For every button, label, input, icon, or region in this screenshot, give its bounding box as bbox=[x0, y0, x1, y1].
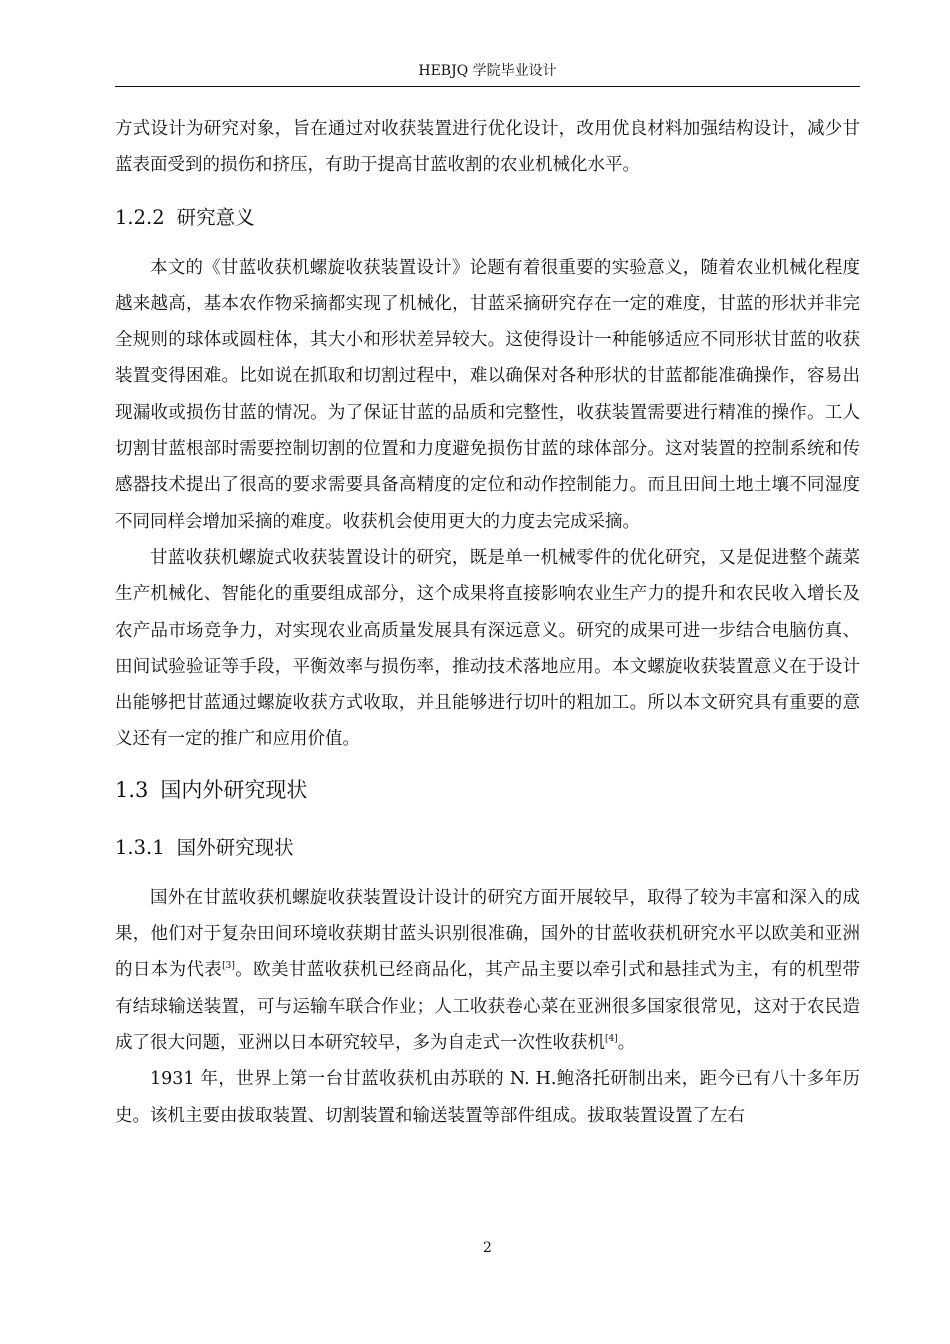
section-title: 国内外研究现状 bbox=[160, 777, 308, 802]
paragraph-text: 国外在甘蓝收获机螺旋收获装置设计设计的研究方面开展较早，取得了较为丰富和深入的成果，他们对于复杂田间环境收获期甘蓝头识别很准确，国外的甘蓝收获机研究水平以欧美和亚洲的日本为代表 bbox=[115, 887, 860, 981]
paragraph-continuation: 方式设计为研究对象，旨在通过对收获装置进行优化设计，改用优良材料加强结构设计，减少甘蓝表面受到的损伤和挤压，有助于提高甘蓝收割的农业机械化水平。 bbox=[115, 119, 860, 176]
paragraph-significance-1: 本文的《甘蓝收获机螺旋收获装置设计》论题有着很重要的实验意义，随着农业机械化程度越来越高，基本农作物采摘都实现了机械化，甘蓝采摘研究存在一定的难度，甘蓝的形状并非完全规则的球体或圆柱体，其大小和形状差异较大。这使得设计一种能够适应不同形状甘蓝的收获装置变得困难。比如说在抓取和切割过程中，难以确保对各种形状的甘蓝都能准确操作，容易出现漏收或损伤甘蓝的情况。为了保证甘蓝的品质和完整性，收获装置需要进行精准的操作。工人切割甘蓝根部时需要控制切割的位置和力度避免损伤甘蓝的球体部分。这对装置的控制系统和传感器技术提出了很高的要求需要具备高精度的定位和动作控制能力。而且田间土地土壤不同湿度不同同样会增加采摘的难度。收获机会使用更大的力度去完成采摘。 bbox=[115, 257, 860, 532]
section-number: 1.3.1 bbox=[115, 835, 165, 859]
header-divider bbox=[115, 86, 860, 87]
running-header: HEBJQ 学院毕业设计 bbox=[418, 63, 557, 79]
section-title: 研究意义 bbox=[176, 205, 255, 229]
page-body bbox=[115, 111, 860, 1134]
section-title: 国外研究现状 bbox=[176, 835, 294, 859]
page-number: 2 bbox=[483, 1240, 492, 1256]
section-heading-1-3-1 bbox=[115, 824, 860, 880]
paragraph-text: 。欧美甘蓝收获机已经商品化，其产品主要以牵引式和悬挂式为主，有的机型带有结球输送装置，可与运输车联合作业；人工收获卷心菜在亚洲很多国家很常见，这对于农民造成了很大问题，亚洲以日本研究较早，多为自走式一次性收获机 bbox=[115, 960, 861, 1053]
citation-ref: [4] bbox=[605, 1034, 618, 1045]
paragraph-history: 1931 年，世界上第一台甘蓝收获机由苏联的 N. H.鲍洛托研制出来，距今已有八十多年历史。该机主要由拔取装置、切割装置和输送装置等部件组成。拔取装置设置了左右 bbox=[115, 1069, 860, 1126]
section-number: 1.2.2 bbox=[115, 205, 165, 229]
section-heading-1-3 bbox=[115, 758, 860, 824]
citation-ref: [3] bbox=[222, 961, 235, 972]
section-number: 1.3 bbox=[115, 777, 149, 802]
paragraph-significance-2: 甘蓝收获机螺旋式收获装置设计的研究，既是单一机械零件的优化研究，又是促进整个蔬菜生产机械化、智能化的重要组成部分，这个成果将直接影响农业生产力的提升和农民收入增长及农产品市场竞争力，对实现农业高质量发展具有深远意义。研究的成果可进一步结合电脑仿真、田间试验验证等手段，平衡效率与损伤率，推动技术落地应用。本文螺旋收获装置意义在于设计出能够把甘蓝通过螺旋收获方式收取，并且能够进行切叶的粗加工。所以本文研究具有重要的意义还有一定的推广和应用价值。 bbox=[115, 547, 860, 750]
paragraph-text: 。 bbox=[617, 1032, 636, 1053]
section-heading-1-2-2 bbox=[115, 184, 860, 250]
paragraph-foreign-research bbox=[115, 880, 860, 1061]
